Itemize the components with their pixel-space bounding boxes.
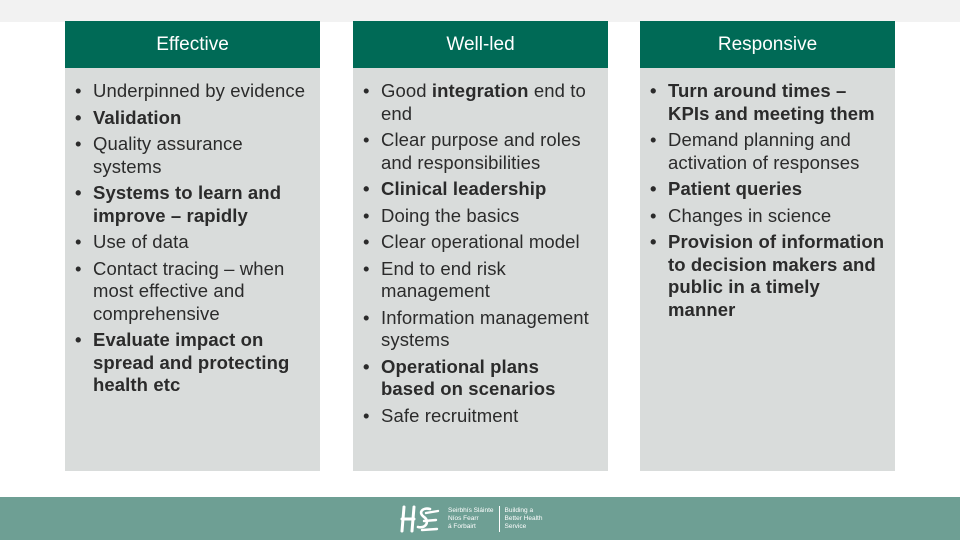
logo-text-right — [505, 507, 543, 531]
logo-line: Building a — [504, 507, 534, 514]
list-item-text: end to end — [381, 80, 586, 124]
list-item — [361, 80, 598, 125]
logo-line: Service — [504, 523, 527, 530]
list-item: • Clinical leadership — [361, 178, 598, 201]
list-item: • Changes in science — [648, 205, 885, 228]
list-item: • End to end risk management — [361, 258, 598, 303]
bullet-list — [65, 68, 320, 397]
hse-logo-mark-icon — [400, 503, 440, 535]
list-item: • Use of data — [73, 231, 310, 254]
logo-line: Better Health — [504, 515, 543, 522]
column-well-led — [353, 21, 608, 471]
list-item: • Clear purpose and roles and responsibilities — [361, 129, 598, 174]
column-header: Responsive — [640, 21, 895, 68]
list-item: • Validation — [73, 107, 310, 130]
column-header: Well-led — [353, 21, 608, 68]
bullet-list — [640, 68, 895, 321]
list-item: • Information management systems — [361, 307, 598, 352]
column-header: Effective — [65, 21, 320, 68]
list-item: • Patient queries — [648, 178, 885, 201]
hse-logo — [400, 500, 542, 538]
list-item: • Turn around times – KPIs and meeting them — [648, 80, 885, 125]
logo-line: Níos Fearr — [448, 515, 479, 522]
logo-line: á Forbairt — [448, 523, 476, 530]
list-item: • Systems to learn and improve – rapidly — [73, 182, 310, 227]
footer-bar — [0, 497, 960, 540]
list-item: • Safe recruitment — [361, 405, 598, 428]
logo-divider — [499, 506, 500, 532]
list-item: • Clear operational model — [361, 231, 598, 254]
list-item: • Contact tracing – when most effective and comprehensive — [73, 258, 310, 326]
list-item: • Evaluate impact on spread and protecting health etc — [73, 329, 310, 397]
logo-line: Seirbhís Sláinte — [448, 507, 494, 514]
list-item: • Demand planning and activation of responses — [648, 129, 885, 174]
bullet-list — [353, 68, 608, 427]
list-item: • Operational plans based on scenarios — [361, 356, 598, 401]
list-item: • Doing the basics — [361, 205, 598, 228]
list-item: • Provision of information to decision makers and public in a timely manner — [648, 231, 885, 321]
column-effective — [65, 21, 320, 471]
column-responsive — [640, 21, 895, 471]
list-item: • Underpinned by evidence — [73, 80, 310, 103]
logo-text-left — [448, 507, 494, 531]
top-bar — [0, 0, 960, 22]
list-item-text: Good — [381, 80, 432, 101]
list-item: • Quality assurance systems — [73, 133, 310, 178]
list-item-text: integration — [431, 80, 529, 101]
